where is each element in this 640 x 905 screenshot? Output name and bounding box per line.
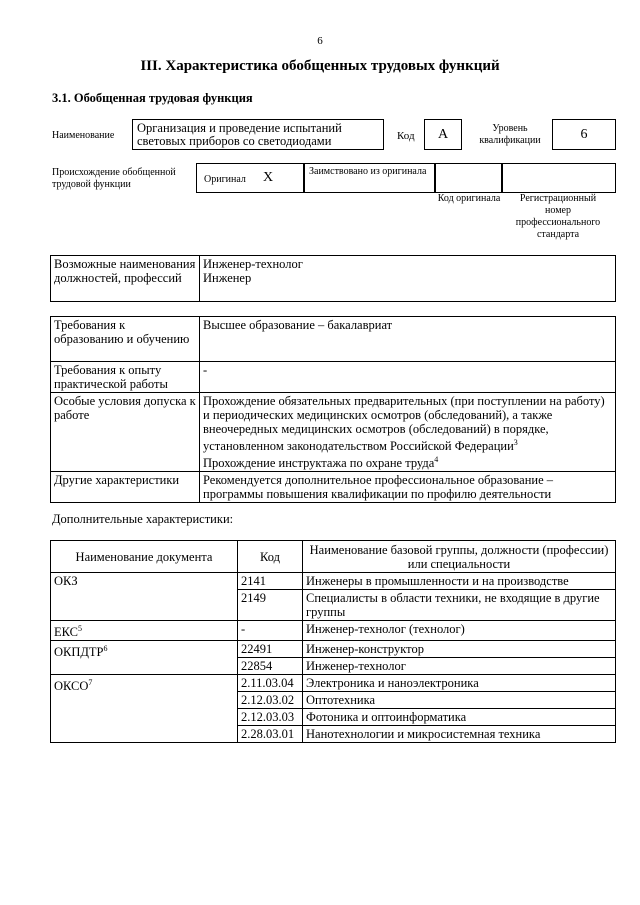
name-cell: Оптотехника	[303, 692, 616, 709]
code-cell: 2149	[238, 590, 303, 621]
code-cell: 22491	[238, 641, 303, 658]
positions-table	[50, 255, 616, 302]
original-box	[196, 163, 304, 193]
requirement-value: Высшее образование – бакалавриат	[200, 317, 616, 362]
subsection-title: 3.1. Обобщенная трудовая функция	[52, 91, 253, 105]
name-cell: Инженер-технолог (технолог)	[303, 621, 616, 641]
doc-cell: ОКЗ	[51, 573, 238, 621]
doc-cell: ЕКС$^5$	[51, 621, 238, 641]
position-item: Инженер-технолог	[203, 257, 303, 271]
requirement-text: Прохождение обязательных предварительных (при поступлении на работу) и периодических медицинских осмотров (обследований), а также внеочередных медицинских осмотров (обследований) в порядке, установленном законодательством Российской Федерации	[203, 394, 605, 454]
code-value: А	[437, 127, 449, 142]
footnote-ref: 6	[103, 644, 108, 654]
table-row	[51, 621, 616, 641]
code-cell: 2.12.03.03	[238, 709, 303, 726]
section-title: III. Характеристика обобщенных трудовых функций	[140, 58, 500, 74]
footnote-ref: 4	[434, 455, 439, 465]
position-item: Инженер	[203, 271, 252, 285]
positions-row	[51, 256, 616, 302]
name-cell: Инженеры в промышленности и на производстве	[303, 573, 616, 590]
code-box	[424, 119, 462, 150]
requirement-label: Требования к образованию и обучению	[51, 317, 200, 362]
name-cell: Нанотехнологии и микросистемная техника	[303, 726, 616, 743]
table-row	[51, 641, 616, 658]
name-cell: Фотоника и оптоинформатика	[303, 709, 616, 726]
level-box	[552, 119, 616, 150]
reg-number-label: Регистрационный номер профессионального стандарта	[515, 193, 601, 240]
additional-title: Дополнительные характеристики:	[52, 512, 234, 526]
name-cell: Инженер-технолог	[303, 658, 616, 675]
name-value: Организация и проведение испытаний световых приборов со светодиодами	[137, 121, 342, 148]
code-label: Код	[397, 130, 415, 142]
requirement-row	[51, 362, 616, 393]
code-original-box	[435, 163, 502, 193]
header-name: Наименование базовой группы, должности (профессии) или специальности	[303, 541, 616, 573]
requirement-value: Рекомендуется дополнительное профессиональное образование – программы повышения квалификации по профилю деятельности	[200, 472, 616, 503]
code-cell: 2141	[238, 573, 303, 590]
name-box	[132, 119, 384, 150]
header-code: Код	[238, 541, 303, 573]
borrowed-label: Заимствовано из оригинала	[309, 166, 427, 177]
footnote-ref: 3	[513, 438, 518, 447]
additional-table	[50, 540, 616, 743]
code-cell: -	[238, 621, 303, 641]
name-cell: Специалисты в области техники, не входящие в другие группы	[303, 590, 616, 621]
requirement-label: Другие характеристики	[51, 472, 200, 503]
original-mark: Х	[263, 170, 274, 185]
requirement-row	[51, 393, 616, 472]
level-value: 6	[580, 127, 588, 142]
code-cell: 2.12.03.02	[238, 692, 303, 709]
original-label: Оригинал	[204, 174, 246, 185]
requirement-value	[200, 393, 616, 472]
requirement-row	[51, 317, 616, 362]
requirement-text: Прохождение инструктажа по охране труда	[203, 456, 435, 471]
requirements-table	[50, 316, 616, 503]
origin-label: Происхождение обобщенной трудовой функции	[52, 167, 176, 190]
code-cell: 2.28.03.01	[238, 726, 303, 743]
footnote-ref: 5	[78, 624, 82, 633]
positions-value	[200, 256, 616, 302]
header-doc: Наименование документа	[51, 541, 238, 573]
header-row	[51, 541, 616, 573]
name-cell: Инженер-конструктор	[303, 641, 616, 658]
doc-cell: ОКСО$^7$	[51, 675, 238, 743]
requirement-row	[51, 472, 616, 503]
requirement-label: Требования к опыту практической работы	[51, 362, 200, 393]
requirement-value: -	[200, 362, 616, 393]
name-cell: Электроника и наноэлектроника	[303, 675, 616, 692]
positions-label: Возможные наименования должностей, профессий	[51, 256, 200, 302]
requirement-label: Особые условия допуска к работе	[51, 393, 200, 472]
page-number: 6	[317, 35, 323, 47]
level-label: Уровень квалификации	[479, 123, 541, 146]
table-row	[51, 675, 616, 692]
code-cell: 22854	[238, 658, 303, 675]
footnote-ref: 7	[88, 678, 93, 688]
doc-cell: ОКПДТР$^6$	[51, 641, 238, 675]
name-label: Наименование	[52, 130, 115, 141]
borrowed-box	[304, 163, 435, 193]
table-row	[51, 573, 616, 590]
reg-number-box	[502, 163, 616, 193]
code-original-label: Код оригинала	[437, 193, 501, 204]
code-cell: 2.11.03.04	[238, 675, 303, 692]
